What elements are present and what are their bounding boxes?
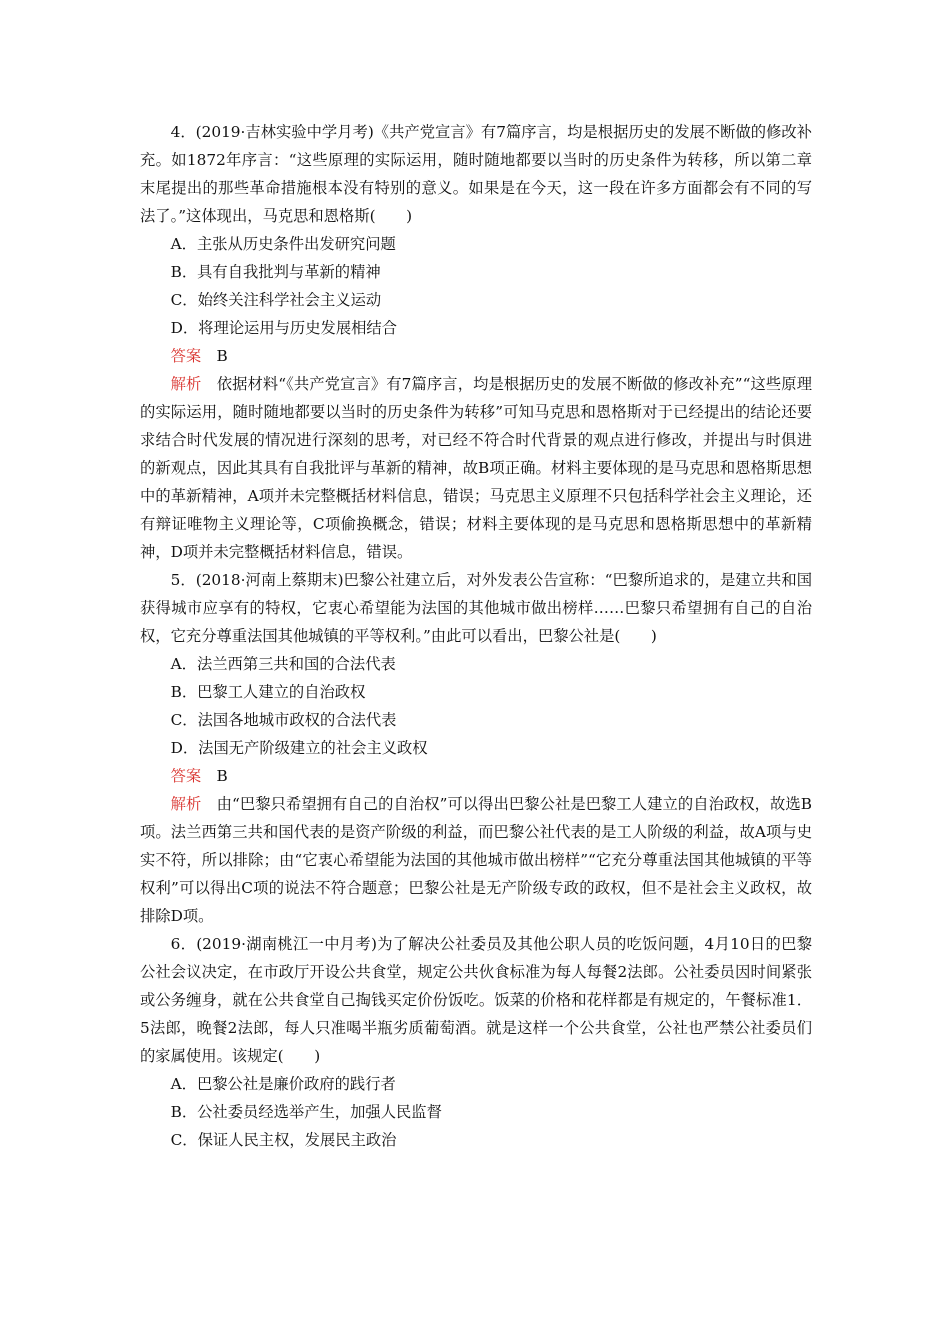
option-d: D．将理论运用与历史发展相结合 bbox=[170, 319, 398, 337]
question-6 bbox=[140, 930, 812, 1154]
question-stem: 6．(2019·湖南桃江一中月考)为了解决公社委员及其他公职人员的吃饭问题，4月10日的巴黎公社会议决定，在市政厅开设公共食堂，规定公共伙食标准为每人每餐2法郎。公社委员因时间紧张或公务缠身，就在公共食堂自己掏钱买定价份饭吃。饭菜的价格和花样都是有规定的，午餐标准1．5法郎，晚餐2法郎，每人只准喝半瓶劣质葡萄酒。就是这样一个公共食堂，公社也严禁公社委员们的家属使用。该规定( ) bbox=[140, 935, 812, 1065]
answer-label: 答案 bbox=[170, 767, 202, 785]
option-a: A．巴黎公社是廉价政府的践行者 bbox=[170, 1075, 396, 1093]
answer-label: 答案 bbox=[170, 347, 202, 365]
option-b: B．公社委员经选举产生，加强人民监督 bbox=[170, 1103, 442, 1121]
explanation bbox=[140, 790, 812, 930]
option-list bbox=[140, 650, 812, 762]
option-d: D．法国无产阶级建立的社会主义政权 bbox=[170, 739, 428, 757]
option-a: A．法兰西第三共和国的合法代表 bbox=[170, 655, 396, 673]
question-content bbox=[140, 118, 812, 1154]
question-stem: 4．(2019·吉林实验中学月考)《共产党宣言》有7篇序言，均是根据历史的发展不断做的修改补充。如1872年序言：“这些原理的实际运用，随时随地都要以当时的历史条件为转移，所以第二章末尾提出的那些革命措施根本没有特别的意义。如果是在今天，这一段在许多方面都会有不同的写法了。”这体现出，马克思和恩格斯( ) bbox=[140, 123, 812, 225]
answer-value: B bbox=[216, 347, 228, 365]
answer-value: B bbox=[216, 767, 228, 785]
explanation bbox=[140, 370, 812, 566]
explanation-text: 依据材料“《共产党宣言》有7篇序言，均是根据历史的发展不断做的修改补充”“这些原理的实际运用，随时随地都要以当时的历史条件为转移”可知马克思和恩格斯对于已经提出的结论还要求结合时代发展的情况进行深刻的思考，对已经不符合时代背景的观点进行修改，并提出与时俱进的新观点，因此其具有自我批评与革新的精神，故B项正确。材料主要体现的是马克思和恩格斯思想中的革新精神，A项并未完整概括材料信息，错误；马克思主义原理不只包括科学社会主义理论，还有辩证唯物主义理论等，C项偷换概念，错误；材料主要体现的是马克思和恩格斯思想中的革新精神，D项并未完整概括材料信息，错误。 bbox=[140, 375, 812, 561]
option-b: B．巴黎工人建立的自治政权 bbox=[170, 683, 366, 701]
explanation-label: 解析 bbox=[170, 375, 202, 393]
option-a: A．主张从历史条件出发研究问题 bbox=[170, 235, 396, 253]
question-5 bbox=[140, 566, 812, 930]
explanation-text: 由“巴黎只希望拥有自己的自治权”可以得出巴黎公社是巴黎工人建立的自治政权，故选B项。法兰西第三共和国代表的是资产阶级的利益，而巴黎公社代表的是工人阶级的利益，故A项与史实不符，所以排除；由“它衷心希望能为法国的其他城市做出榜样”“它充分尊重法国其他城镇的平等权利”可以得出C项的说法不符合题意；巴黎公社是无产阶级专政的政权，但不是社会主义政权，故排除D项。 bbox=[140, 795, 812, 925]
option-list bbox=[140, 1070, 812, 1154]
answer-line bbox=[140, 762, 812, 790]
option-c: C．法国各地城市政权的合法代表 bbox=[170, 711, 397, 729]
question-4 bbox=[140, 118, 812, 566]
explanation-label: 解析 bbox=[170, 795, 202, 813]
option-c: C．保证人民主权，发展民主政治 bbox=[170, 1131, 397, 1149]
option-list bbox=[140, 230, 812, 342]
answer-line bbox=[140, 342, 812, 370]
option-b: B．具有自我批判与革新的精神 bbox=[170, 263, 381, 281]
question-stem: 5．(2018·河南上蔡期末)巴黎公社建立后，对外发表公告宣称：“巴黎所追求的，是建立共和国获得城市应享有的特权，它衷心希望能为法国的其他城市做出榜样……巴黎只希望拥有自己的自治权，它充分尊重法国其他城镇的平等权利。”由此可以看出，巴黎公社是( ) bbox=[140, 571, 812, 645]
option-c: C．始终关注科学社会主义运动 bbox=[170, 291, 382, 309]
